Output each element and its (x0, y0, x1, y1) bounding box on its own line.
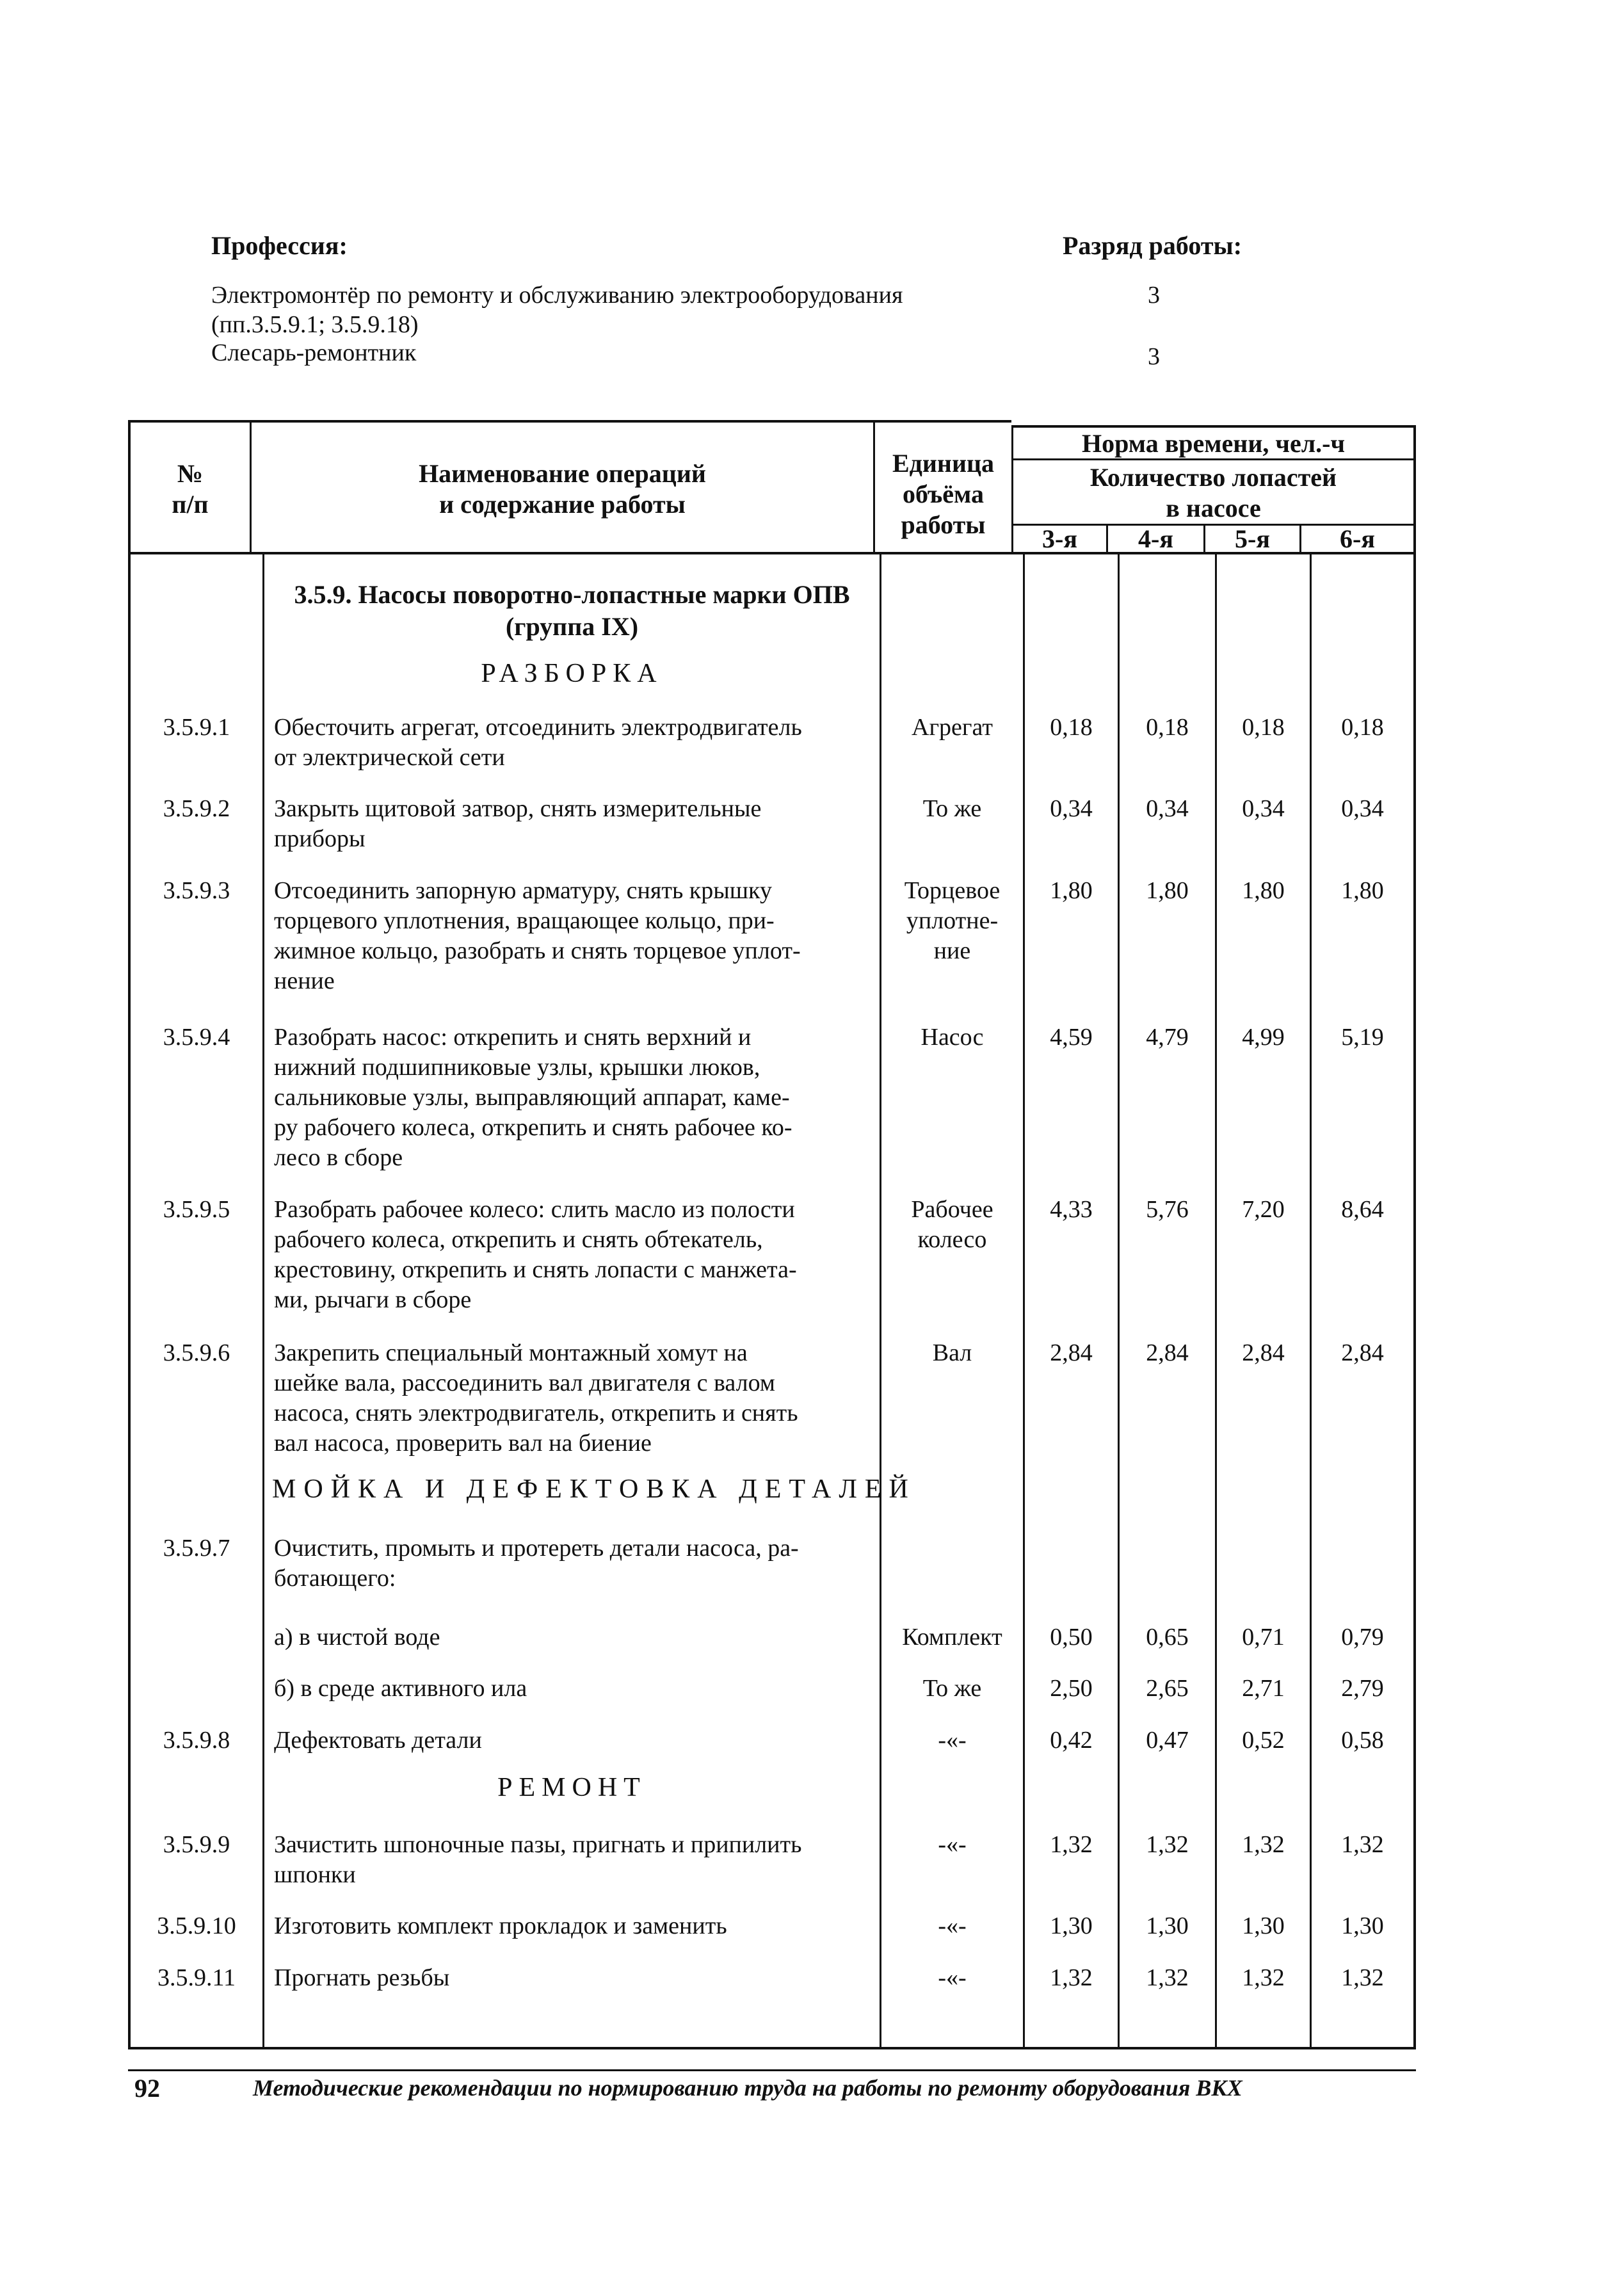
row-value-blade-5: 2,71 (1242, 1675, 1285, 1702)
row-operation-line: вал насоса, проверить вал на биение (274, 1430, 652, 1457)
grade-label: Разряд работы: (1063, 231, 1242, 260)
row-operation-line: нижний подшипниковые узлы, крышки люков, (274, 1054, 760, 1081)
row-value-blade-5: 4,99 (1242, 1024, 1285, 1051)
row-value-blade-3: 0,50 (1050, 1624, 1093, 1651)
section-washing: МОЙКА И ДЕФЕКТОВКА ДЕТАЛЕЙ (272, 1475, 916, 1504)
row-operation-line: Прогнать резьбы (274, 1964, 450, 1991)
row-value-blade-5: 7,20 (1242, 1196, 1285, 1223)
row-value-blade-5: 1,80 (1242, 877, 1285, 904)
row-value-blade-6: 1,32 (1341, 1964, 1384, 1991)
row-operation-line: нение (274, 967, 335, 994)
row-unit (881, 713, 1023, 743)
row-number: 3.5.9.5 (163, 1196, 230, 1223)
col-header-blade-4: 4-я (1138, 524, 1173, 553)
row-unit-line: Насос (921, 1024, 984, 1051)
profession-name: Слесарь-ремонтник (211, 339, 417, 366)
col-header-blade-3: 3-я (1042, 524, 1077, 553)
row-operation-line: Очистить, промыть и протереть детали насоса, ра- (274, 1535, 799, 1562)
row-operation-line: Закрыть щитовой затвор, снять измерительные (274, 795, 762, 822)
row-unit-line: -«- (938, 1727, 967, 1754)
row-value-blade-3: 4,33 (1050, 1196, 1093, 1223)
row-value-blade-3: 1,30 (1050, 1912, 1093, 1939)
row-unit-line: То же (922, 795, 982, 822)
row-operation (274, 1674, 876, 1704)
row-unit (881, 1195, 1023, 1255)
profession-name-refs: (пп.3.5.9.1; 3.5.9.18) (211, 311, 419, 338)
row-unit-line: Комплект (902, 1624, 1002, 1651)
row-operation-line: от электрической сети (274, 744, 505, 771)
row-value-blade-5: 0,71 (1242, 1624, 1285, 1651)
row-number: 3.5.9.9 (163, 1831, 230, 1858)
row-value-blade-3: 1,32 (1050, 1964, 1093, 1991)
row-operation-line: Обесточить агрегат, отсоединить электродвигатель (274, 714, 802, 741)
row-number: 3.5.9.6 (163, 1339, 230, 1366)
col-header-blades: Количество лопастей в насосе (1089, 463, 1337, 522)
row-value-blade-5: 2,84 (1242, 1339, 1285, 1366)
col-header-name: Наименование операций и содержание работы (419, 459, 706, 519)
row-number: 3.5.9.1 (163, 714, 230, 741)
row-operation (274, 876, 876, 996)
row-value-blade-6: 0,34 (1341, 795, 1384, 822)
row-value-blade-6: 0,79 (1341, 1624, 1384, 1651)
row-operation-line: Зачистить шпоночные пазы, пригнать и припилить (274, 1831, 802, 1858)
row-operation-line: ботающего: (274, 1565, 396, 1592)
row-operation-line: Закрепить специальный монтажный хомут на (274, 1339, 748, 1366)
footer-rule (128, 2069, 1416, 2071)
row-unit (881, 1725, 1023, 1756)
row-operation-line: торцевого уплотнения, вращающее кольцо, при- (274, 907, 775, 934)
row-operation-line: жимное кольцо, разобрать и снять торцевое уплот- (274, 937, 801, 964)
row-value-blade-6: 1,80 (1341, 877, 1384, 904)
section-disassembly: РАЗБОРКА (481, 659, 663, 688)
row-value-blade-4: 1,32 (1146, 1964, 1189, 1991)
row-operation-line: шейке вала, рассоединить вал двигателя с валом (274, 1370, 775, 1396)
row-unit (881, 876, 1023, 966)
col-header-norm: Норма времени, чел.-ч (1081, 429, 1346, 458)
row-unit-line: -«- (938, 1912, 967, 1939)
row-number: 3.5.9.7 (163, 1535, 230, 1562)
row-operation (274, 1195, 876, 1315)
row-value-blade-6: 8,64 (1341, 1196, 1384, 1223)
col-header-number: № п/п (172, 459, 209, 519)
page-number: 92 (134, 2074, 160, 2103)
row-operation-line: Разобрать насос: открепить и снять верхний и (274, 1024, 752, 1051)
row-value-blade-4: 5,76 (1146, 1196, 1189, 1223)
row-value-blade-4: 4,79 (1146, 1024, 1189, 1051)
row-value-blade-4: 0,34 (1146, 795, 1189, 822)
row-unit (881, 1022, 1023, 1053)
row-unit (881, 794, 1023, 824)
row-unit-line: ние (933, 937, 971, 964)
row-operation-line: б) в среде активного ила (274, 1675, 527, 1702)
row-operation-line: крестовину, открепить и снять лопасти с манжета- (274, 1256, 797, 1283)
row-operation-line: Дефектовать детали (274, 1727, 482, 1754)
row-unit-line: -«- (938, 1964, 967, 1991)
row-operation (274, 713, 876, 773)
row-operation-line: ру рабочего колеса, открепить и снять рабочее ко- (274, 1114, 792, 1141)
row-value-blade-5: 0,34 (1242, 795, 1285, 822)
row-operation (274, 1622, 876, 1653)
row-operation-line: лесо в сборе (274, 1144, 403, 1171)
row-value-blade-6: 5,19 (1341, 1024, 1384, 1051)
row-value-blade-3: 0,42 (1050, 1727, 1093, 1754)
row-operation (274, 1725, 876, 1756)
row-number: 3.5.9.11 (157, 1964, 236, 1991)
row-value-blade-3: 0,18 (1050, 714, 1093, 741)
section-repair: РЕМОНТ (497, 1773, 647, 1802)
row-value-blade-3: 2,50 (1050, 1675, 1093, 1702)
row-value-blade-4: 0,18 (1146, 714, 1189, 741)
row-operation (274, 1533, 876, 1594)
row-unit-line: уплотне- (906, 907, 999, 934)
row-unit-line: Агрегат (912, 714, 993, 741)
row-operation-line: Разобрать рабочее колесо: слить масло из полости (274, 1196, 795, 1223)
row-number: 3.5.9.4 (163, 1024, 230, 1051)
col-header-unit: Единица объёма работы (892, 449, 995, 539)
row-value-blade-4: 1,32 (1146, 1831, 1189, 1858)
profession-label: Профессия: (211, 231, 348, 260)
row-value-blade-6: 0,58 (1341, 1727, 1384, 1754)
profession-name: Электромонтёр по ремонту и обслуживанию электрооборудования (211, 282, 903, 309)
profession-grade: 3 (1148, 343, 1160, 370)
row-value-blade-5: 1,32 (1242, 1964, 1285, 1991)
row-operation-line: а) в чистой воде (274, 1624, 440, 1651)
row-value-blade-5: 1,32 (1242, 1831, 1285, 1858)
row-value-blade-6: 2,79 (1341, 1675, 1384, 1702)
row-number: 3.5.9.3 (163, 877, 230, 904)
row-value-blade-6: 1,32 (1341, 1831, 1384, 1858)
row-operation (274, 794, 876, 854)
row-unit (881, 1622, 1023, 1653)
row-unit (881, 1963, 1023, 1993)
row-value-blade-4: 1,30 (1146, 1912, 1189, 1939)
row-value-blade-3: 0,34 (1050, 795, 1093, 822)
row-unit (881, 1911, 1023, 1941)
row-value-blade-5: 0,18 (1242, 714, 1285, 741)
row-value-blade-3: 2,84 (1050, 1339, 1093, 1366)
row-value-blade-4: 1,80 (1146, 877, 1189, 904)
row-value-blade-3: 4,59 (1050, 1024, 1093, 1051)
row-unit-line: То же (922, 1675, 982, 1702)
row-operation (274, 1963, 876, 1993)
group-title: 3.5.9. Насосы поворотно-лопастные марки ОПВ (группа IX) (294, 580, 850, 641)
row-unit-line: -«- (938, 1831, 967, 1858)
row-operation (274, 1338, 876, 1459)
col-header-blade-5: 5-я (1235, 524, 1270, 553)
row-unit-line: Вал (932, 1339, 972, 1366)
row-operation-line: рабочего колеса, открепить и снять обтекатель, (274, 1226, 763, 1253)
row-value-blade-6: 0,18 (1341, 714, 1384, 741)
footer-title: Методические рекомендации по нормированию труда на работы по ремонту оборудования ВКХ (253, 2075, 1242, 2101)
row-value-blade-4: 2,65 (1146, 1675, 1189, 1702)
row-value-blade-4: 0,47 (1146, 1727, 1189, 1754)
profession-grade: 3 (1148, 282, 1160, 309)
row-operation-line: Отсоединить запорную арматуру, снять крышку (274, 877, 772, 904)
row-operation (274, 1830, 876, 1890)
row-value-blade-3: 1,32 (1050, 1831, 1093, 1858)
row-value-blade-6: 1,30 (1341, 1912, 1384, 1939)
row-unit-line: Рабочее (911, 1196, 993, 1223)
row-value-blade-5: 1,30 (1242, 1912, 1285, 1939)
col-header-blade-6: 6-я (1340, 524, 1375, 553)
row-number: 3.5.9.8 (163, 1727, 230, 1754)
row-operation-line: насоса, снять электродвигатель, открепить и снять (274, 1400, 798, 1426)
row-value-blade-3: 1,80 (1050, 877, 1093, 904)
row-operation-line: шпонки (274, 1861, 356, 1888)
row-operation-line: приборы (274, 825, 366, 852)
row-value-blade-4: 2,84 (1146, 1339, 1189, 1366)
row-operation-line: ми, рычаги в сборе (274, 1286, 472, 1313)
row-unit (881, 1674, 1023, 1704)
row-operation (274, 1911, 876, 1941)
row-unit-line: колесо (917, 1226, 987, 1253)
row-value-blade-5: 0,52 (1242, 1727, 1285, 1754)
row-operation-line: сальниковые узлы, выправляющий аппарат, каме- (274, 1084, 790, 1111)
row-unit-line: Торцевое (904, 877, 1001, 904)
row-unit (881, 1830, 1023, 1860)
row-operation-line: Изготовить комплект прокладок и заменить (274, 1912, 727, 1939)
row-unit (881, 1338, 1023, 1368)
row-number: 3.5.9.10 (157, 1912, 236, 1939)
row-value-blade-4: 0,65 (1146, 1624, 1189, 1651)
row-number: 3.5.9.2 (163, 795, 230, 822)
row-operation (274, 1022, 876, 1173)
row-value-blade-6: 2,84 (1341, 1339, 1384, 1366)
